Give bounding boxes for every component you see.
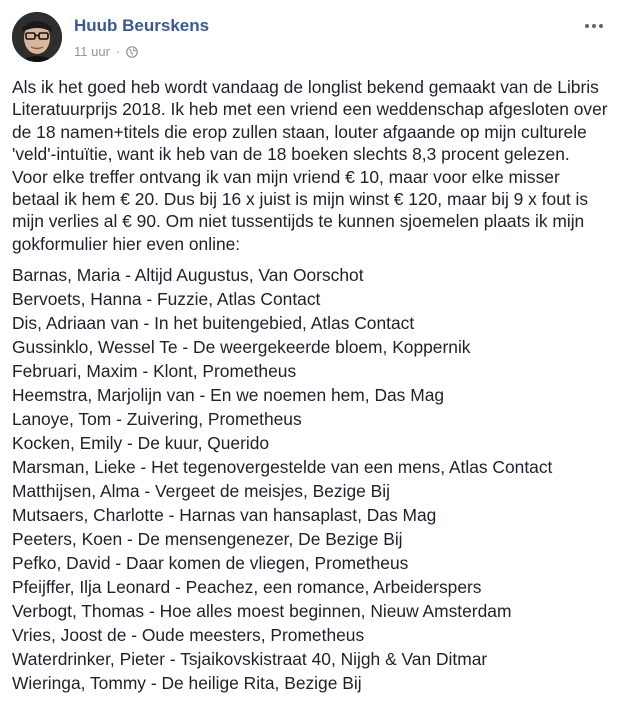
list-item: Mutsaers, Charlotte - Harnas van hansaplast, Das Mag xyxy=(12,505,437,526)
list-item: Wieringa, Tommy - De heilige Rita, Bezige Bij xyxy=(12,673,362,694)
list-item: Pfeijffer, Ilja Leonard - Peachez, een romance, Arbeiderspers xyxy=(12,577,482,598)
list-item: Dis, Adriaan van - In het buitengebied, Atlas Contact xyxy=(12,313,415,334)
globe-icon xyxy=(126,46,138,58)
list-item: Heemstra, Marjolijn van - En we noemen hem, Das Mag xyxy=(12,385,445,406)
more-dot xyxy=(585,24,589,28)
list-item: Waterdrinker, Pieter - Tsjaikovskistraat 40, Nijgh & Van Ditmar xyxy=(12,649,488,670)
post-body xyxy=(12,76,610,695)
list-item: Barnas, Maria - Altijd Augustus, Van Oorschot xyxy=(12,265,364,286)
more-dot xyxy=(599,24,603,28)
avatar[interactable] xyxy=(12,12,62,62)
list-item: Kocken, Emily - De kuur, Querido xyxy=(12,433,270,454)
list-item: Marsman, Lieke - Het tegenovergestelde van een mens, Atlas Contact xyxy=(12,457,553,478)
list-item: Bervoets, Hanna - Fuzzie, Atlas Contact xyxy=(12,289,321,310)
list-item: Pefko, David - Daar komen de vliegen, Prometheus xyxy=(12,553,409,574)
list-item: Matthijsen, Alma - Vergeet de meisjes, Bezige Bij xyxy=(12,481,390,502)
avatar-image xyxy=(12,12,62,62)
list-item: Peeters, Koen - De mensengenezer, De Bezige Bij xyxy=(12,529,403,550)
more-options-icon[interactable] xyxy=(581,16,607,36)
post-timestamp[interactable]: 11 uur xyxy=(74,44,110,59)
post-intro-text: Als ik het goed heb wordt vandaag de longlist bekend gemaakt van de Libris Literatuurprijs 2018. Ik heb met een vriend een weddenschap afgesloten over de 18 namen+titels die erop zullen staan, louter afgaande op mijn culturele 'veld'-intuïtie, want ik heb van de 18 boeken slechts 8,3 procent gelezen. Voor elke treffer ontvang ik van mijn vriend € 10, maar voor elke misser betaal ik hem € 20. Dus bij 16 x juist is mijn winst € 120, maar bij 9 x fout is mijn verlies al € 90. Om niet tussentijds te kunnen sjoemelen plaats ik mijn gokformulier hier even online: xyxy=(12,77,608,254)
book-list xyxy=(12,263,610,695)
list-item: Vries, Joost de - Oude meesters, Prometheus xyxy=(12,625,365,646)
list-item: Gussinklo, Wessel Te - De weergekeerde bloem, Koppernik xyxy=(12,337,471,358)
list-item: Verbogt, Thomas - Hoe alles moest beginnen, Nieuw Amsterdam xyxy=(12,601,512,622)
meta-separator: · xyxy=(115,44,121,59)
list-item: Lanoye, Tom - Zuivering, Prometheus xyxy=(12,409,302,430)
more-dot xyxy=(592,24,596,28)
post-header xyxy=(12,12,619,62)
author-name[interactable]: Huub Beurskens xyxy=(74,16,210,35)
list-item: Februari, Maxim - Klont, Prometheus xyxy=(12,361,297,382)
post-meta xyxy=(74,44,138,59)
